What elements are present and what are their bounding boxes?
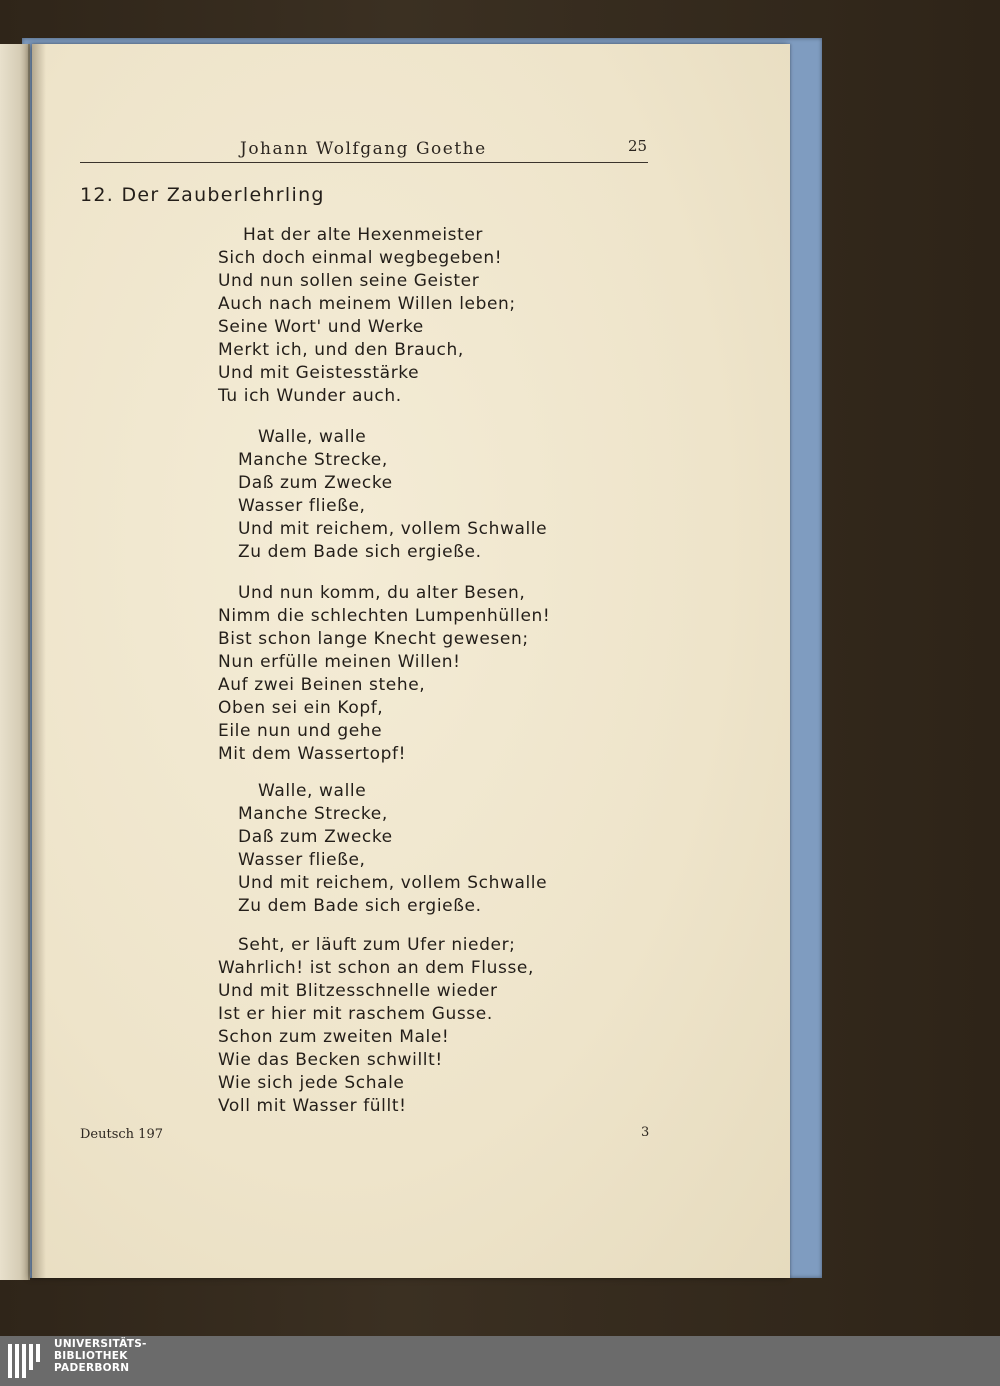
poem-line: Seine Wort' und Werke: [218, 317, 424, 337]
poem-line: Nun erfülle meinen Willen!: [218, 652, 461, 672]
library-banner: [0, 1336, 1000, 1386]
poem-line: Sich doch einmal wegbegeben!: [218, 248, 503, 268]
poem-title: 12. Der Zauberlehrling: [80, 184, 325, 206]
poem-line: Walle, walle: [258, 427, 367, 447]
poem-line: Tu ich Wunder auch.: [218, 386, 402, 406]
poem-line: Und mit reichem, vollem Schwalle: [238, 873, 548, 893]
library-name-line2: BIBLIOTHEK: [54, 1350, 128, 1362]
poem-line: Bist schon lange Knecht gewesen;: [218, 629, 529, 649]
poem-line: Wasser fließe,: [238, 496, 366, 516]
poem-line: Ist er hier mit raschem Gusse.: [218, 1004, 493, 1024]
poem-line: Und mit Blitzesschnelle wieder: [218, 981, 498, 1001]
page-number: 25: [628, 137, 648, 155]
poem-line: Nimm die schlechten Lumpenhüllen!: [218, 606, 551, 626]
library-logo-icon: [6, 1340, 46, 1382]
footer-sheet-number: 3: [641, 1125, 650, 1140]
running-header-author: Johann Wolfgang Goethe: [240, 139, 487, 159]
poem-line: Mit dem Wassertopf!: [218, 744, 407, 764]
poem-line: Hat der alte Hexenmeister: [243, 225, 484, 245]
poem-line: Voll mit Wasser füllt!: [218, 1096, 407, 1116]
poem-line: Seht, er läuft zum Ufer nieder;: [238, 935, 516, 955]
poem-line: Auch nach meinem Willen leben;: [218, 294, 516, 314]
poem-line: Und mit Geistesstärke: [218, 363, 420, 383]
poem-line: Manche Strecke,: [238, 450, 388, 470]
gutter-shadow: [32, 44, 46, 1278]
poem-line: Daß zum Zwecke: [238, 473, 393, 493]
poem-line: Und nun komm, du alter Besen,: [238, 583, 526, 603]
poem-line: Merkt ich, und den Brauch,: [218, 340, 464, 360]
poem-line: Wie sich jede Schale: [218, 1073, 405, 1093]
poem-line: Manche Strecke,: [238, 804, 388, 824]
poem-line: Daß zum Zwecke: [238, 827, 393, 847]
left-page-edge: [0, 44, 30, 1280]
poem-line: Auf zwei Beinen stehe,: [218, 675, 426, 695]
header-rule: [80, 162, 648, 163]
poem-line: Und nun sollen seine Geister: [218, 271, 480, 291]
poem-line: Wahrlich! ist schon an dem Flusse,: [218, 958, 534, 978]
poem-line: Zu dem Bade sich ergieße.: [238, 542, 482, 562]
poem-line: Und mit reichem, vollem Schwalle: [238, 519, 548, 539]
footer-signature: Deutsch 197: [80, 1127, 163, 1142]
poem-line: Oben sei ein Kopf,: [218, 698, 384, 718]
poem-line: Wie das Becken schwillt!: [218, 1050, 443, 1070]
poem-line: Walle, walle: [258, 781, 367, 801]
library-name-line3: PADERBORN: [54, 1362, 130, 1374]
poem-line: Schon zum zweiten Male!: [218, 1027, 450, 1047]
poem-line: Zu dem Bade sich ergieße.: [238, 896, 482, 916]
poem-line: Wasser fließe,: [238, 850, 366, 870]
poem-line: Eile nun und gehe: [218, 721, 383, 741]
library-name-line1: UNIVERSITÄTS-: [54, 1338, 147, 1350]
